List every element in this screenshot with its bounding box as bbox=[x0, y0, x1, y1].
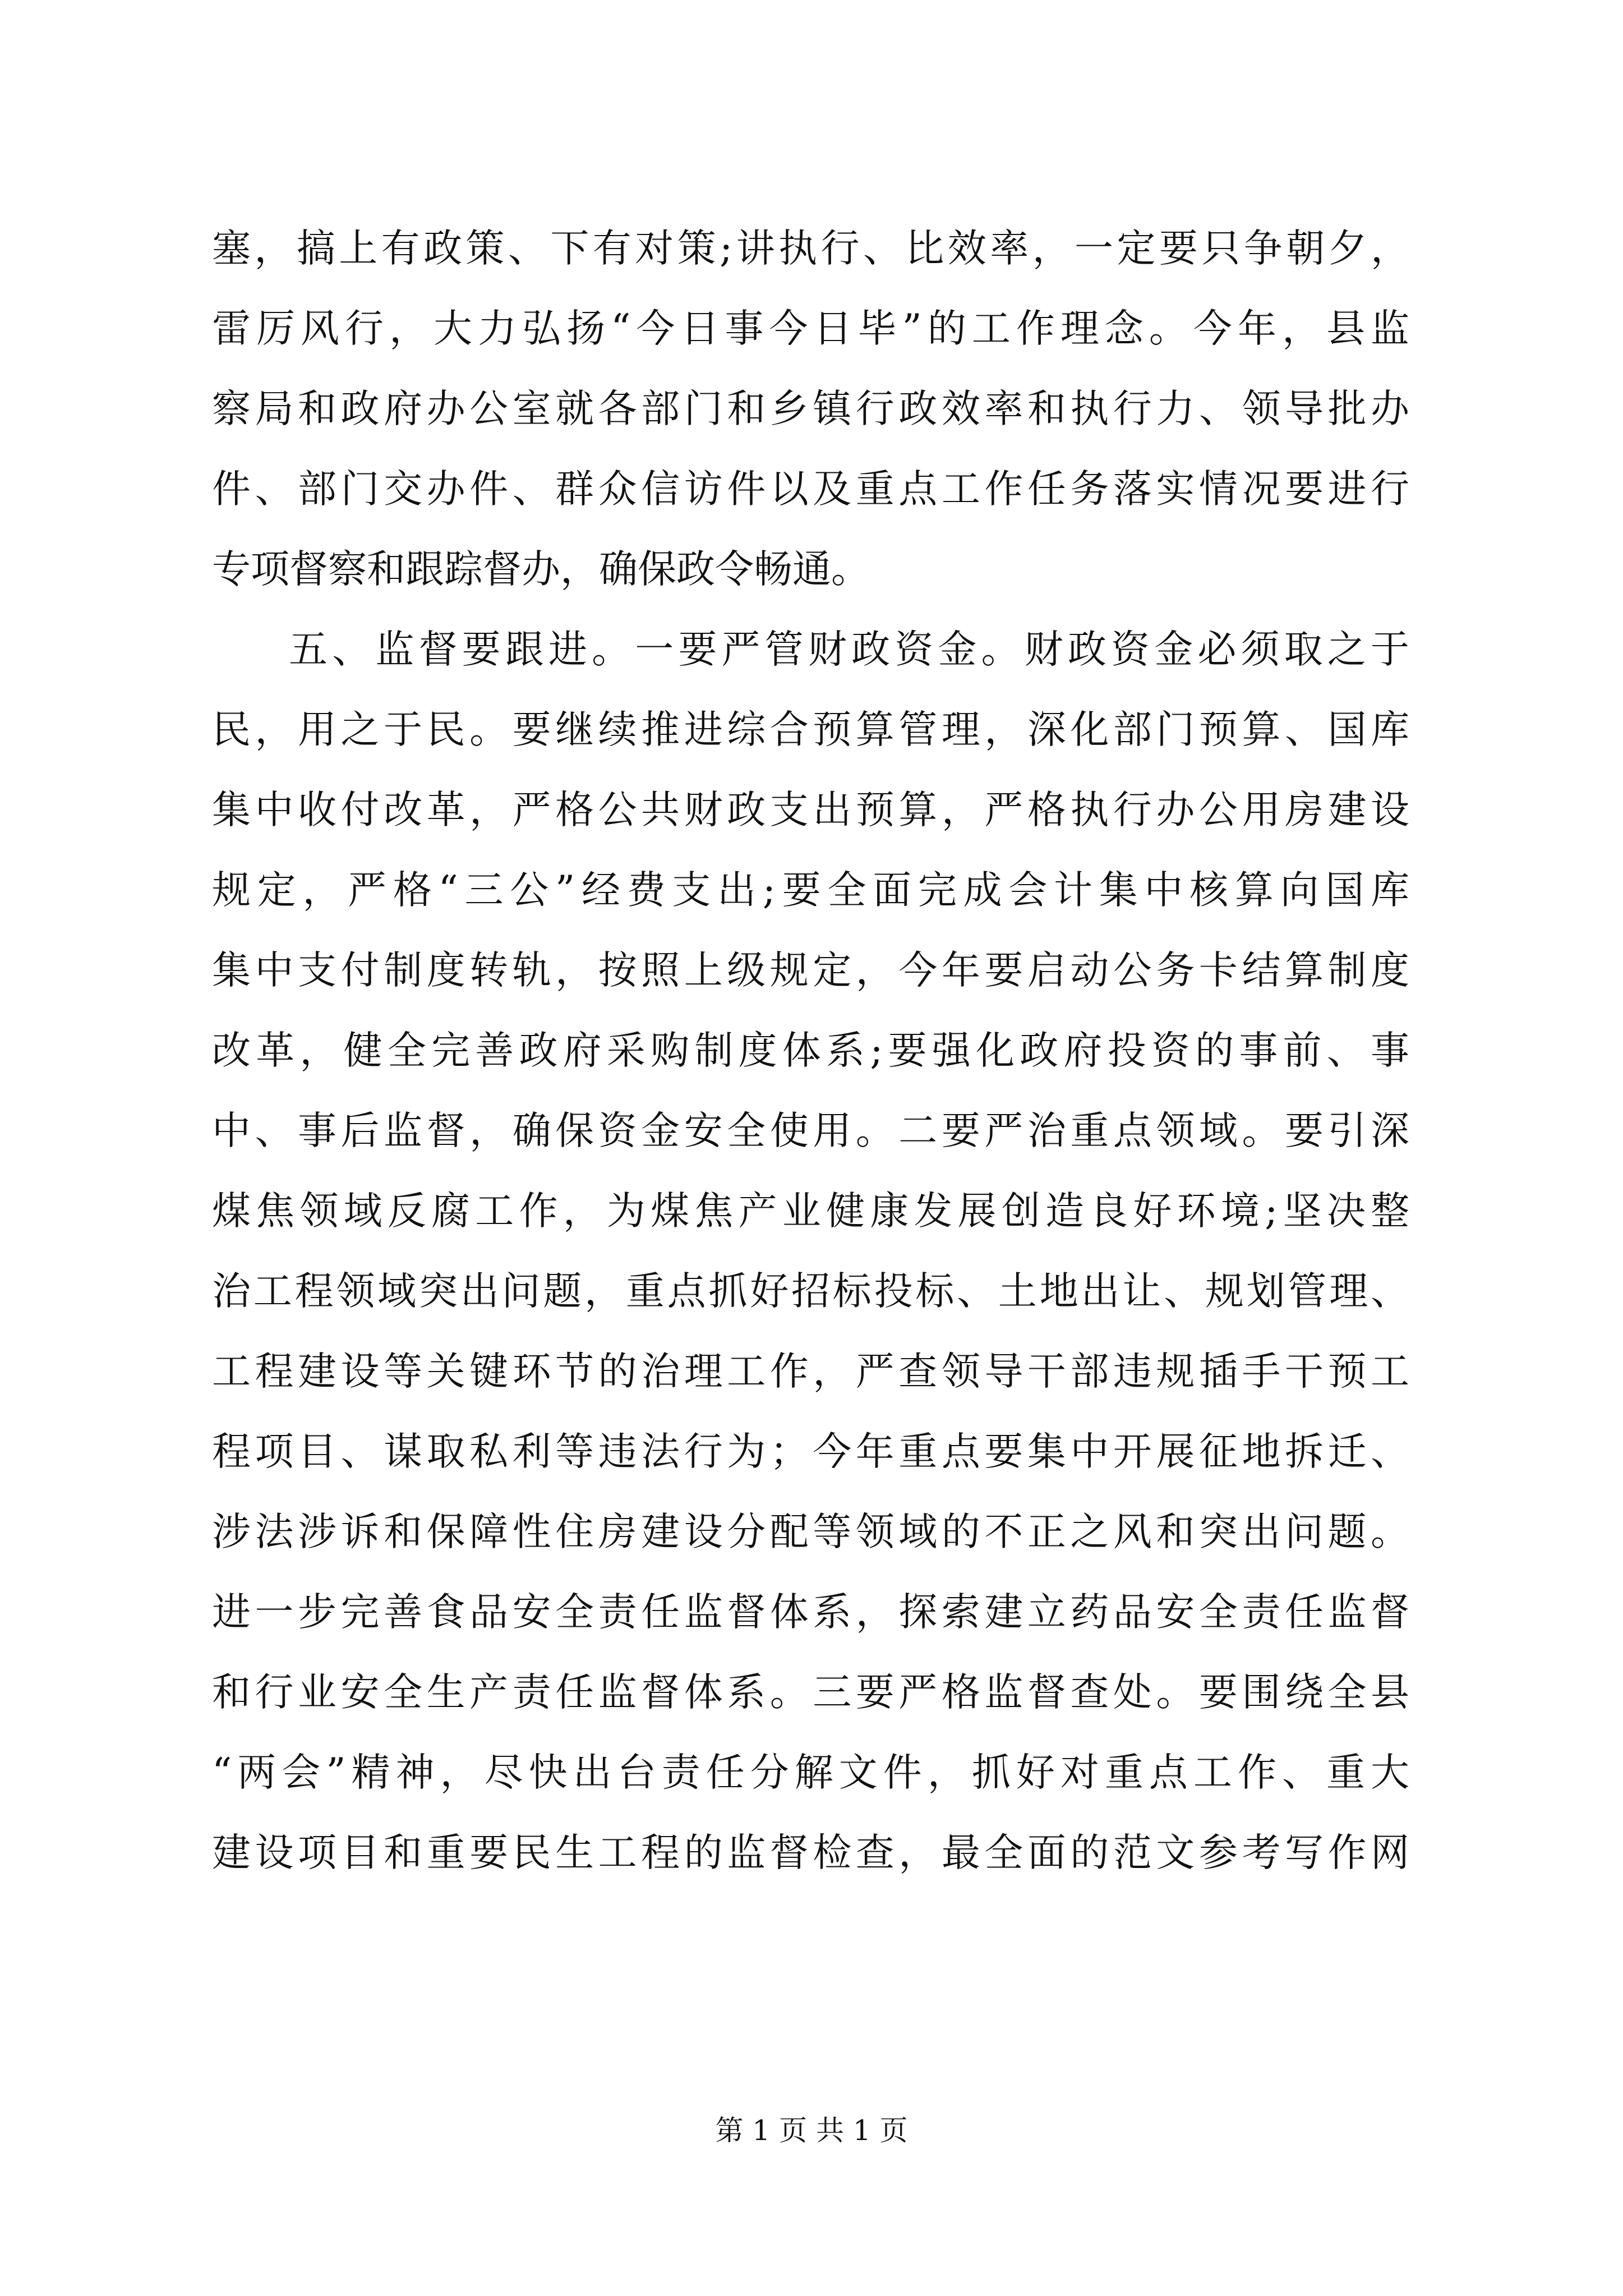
text-line: 雷厉风行，大力弘扬“今日事今日毕”的工作理念。今年，县监 bbox=[212, 306, 1409, 351]
text-line: 塞，搞上有政策、下有对策;讲执行、比效率，一定要只争朝夕， bbox=[212, 226, 1409, 271]
body-text bbox=[212, 209, 1409, 1893]
text-line: 和行业安全生产责任监督体系。三要严格监督查处。要围绕全县 bbox=[212, 1670, 1409, 1715]
text-line: 民，用之于民。要继续推进综合预算管理，深化部门预算、国库 bbox=[212, 707, 1409, 752]
page-footer: 第 1 页 共 1 页 bbox=[715, 2114, 908, 2147]
text-line: 察局和政府办公室就各部门和乡镇行政效率和执行力、领导批办 bbox=[212, 386, 1409, 431]
text-line: 中、事后监督，确保资金安全使用。二要严治重点领域。要引深 bbox=[212, 1108, 1409, 1153]
text-line: “两会”精神，尽快出台责任分解文件，抓好对重点工作、重大 bbox=[212, 1750, 1409, 1795]
text-line: 集中收付改革，严格公共财政支出预算，严格执行办公用房建设 bbox=[212, 788, 1409, 832]
text-line: 件、部门交办件、群众信访件以及重点工作任务落实情况要进行 bbox=[212, 467, 1409, 512]
text-line: 程项目、谋取私利等违法行为；今年重点要集中开展征地拆迁、 bbox=[212, 1429, 1409, 1474]
text-line: 工程建设等关键环节的治理工作，严查领导干部违规插手干预工 bbox=[212, 1349, 1409, 1394]
text-line: 建设项目和重要民生工程的监督检查，最全面的范文参考写作网 bbox=[212, 1830, 1409, 1875]
text-line: 规定，严格“三公”经费支出;要全面完成会计集中核算向国库 bbox=[212, 868, 1409, 913]
text-line: 涉法涉诉和保障性住房建设分配等领域的不正之风和突出问题。 bbox=[212, 1510, 1409, 1554]
text-line: 进一步完善食品安全责任监督体系，探索建立药品安全责任监督 bbox=[212, 1590, 1409, 1635]
text-line: 治工程领域突出问题，重点抓好招标投标、土地出让、规划管理、 bbox=[212, 1269, 1409, 1314]
text-line: 改革，健全完善政府采购制度体系;要强化政府投资的事前、事 bbox=[212, 1028, 1409, 1073]
text-line: 煤焦领域反腐工作，为煤焦产业健康发展创造良好环境;坚决整 bbox=[212, 1189, 1409, 1234]
text-line: 专项督察和跟踪督办，确保政令畅通。 bbox=[212, 547, 870, 592]
paragraph-first-line: 五、监督要跟进。一要严管财政资金。财政资金必须取之于 bbox=[289, 627, 1409, 672]
text-line: 集中支付制度转轨，按照上级规定，今年要启动公务卡结算制度 bbox=[212, 948, 1409, 993]
